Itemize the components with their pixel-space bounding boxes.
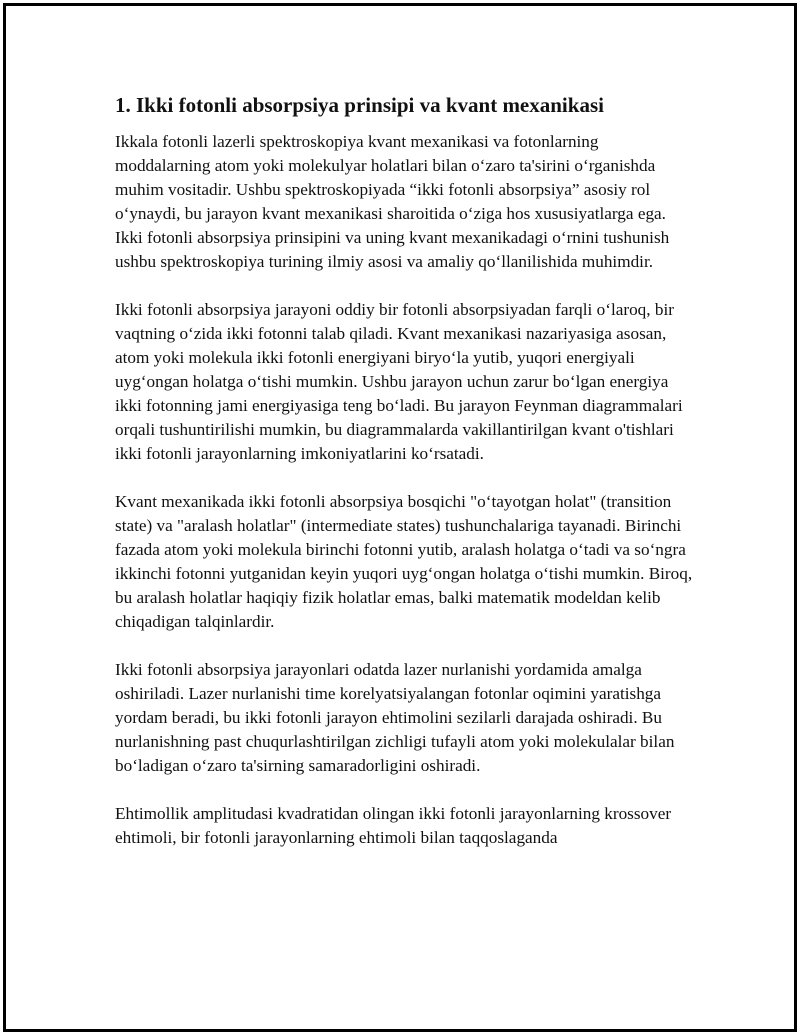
paragraph-3: Kvant mexanikada ikki fotonli absorpsiya bosqichi "o‘tayotgan holat" (transition state) va "aralash holatlar" (intermediate states) tushunchalariga tayanadi. Birinchi fazada atom yoki molekula birinchi fotonni yutib, aralash holatga o‘tadi va so‘ngra ikkinchi fotonni yutganidan keyin yuqori uyg‘ongan holatga o‘tishi mumkin. Biroq, bu aralash holatlar haqiqiy fizik holatlar emas, balki matematik modeldan kelib chiqadigan talqinlardir. — [115, 492, 693, 631]
paragraph-1: Ikkala fotonli lazerli spektroskopiya kvant mexanikasi va fotonlarning moddalarning atom yoki molekulyar holatlari bilan o‘zaro ta'sirini o‘rganishda muhim vositadir. Ushbu spektroskopiyada “ikki fotonli absorpsiya” asosiy rol o‘ynaydi, bu jarayon kvant mexanikasi sharoitida o‘ziga hos xususiyatlarga ega. Ikki fotonli absorpsiya prinsipini va uning kvant mexanikadagi o‘rnini tushunish ushbu spektroskopiya turining ilmiy asosi va amaliy qo‘llanilishida muhimdir. — [115, 132, 670, 271]
paragraph-4: Ikki fotonli absorpsiya jarayonlari odatda lazer nurlanishi yordamida amalga oshiriladi. Lazer nurlanishi time korelyatsiyalangan fotonlar oqimini yaratishga yordam beradi, bu ikki fotonli jarayon ehtimolini sezilarli darajada oshiradi. Bu nurlanishning past chuqurlashtirilgan zichligi tufayli atom yoki molekulalar bilan bo‘ladigan o‘zaro ta'sirning samaradorligini oshiradi. — [115, 660, 675, 775]
paragraph-5: Ehtimollik amplitudasi kvadratidan olingan ikki fotonli jarayonlarning krossover ehtimoli, bir fotonli jarayonlarning ehtimoli bilan taqqoslaganda — [115, 804, 672, 847]
paragraph-2: Ikki fotonli absorpsiya jarayoni oddiy bir fotonli absorpsiyadan farqli o‘laroq, bir vaqtning o‘zida ikki fotonni talab qiladi. Kvant mexanikasi nazariyasiga asosan, atom yoki molekula ikki fotonli energiyani biryo‘la yutib, yuqori energiyali uyg‘ongan holatga o‘tishi mumkin. Ushbu jarayon uchun zarur bo‘lgan energiya ikki fotonning jami energiyasiga teng bo‘ladi. Bu jarayon Feynman diagrammalari orqali tushuntirilishi mumkin, bu diagrammalarda vakillantirilgan kvant o'tishlari ikki fotonli jarayonlarning imkoniyatlarini ko‘rsatadi. — [115, 300, 683, 463]
section-heading: 1. Ikki fotonli absorpsiya prinsipi va kvant mexanikasi — [115, 93, 604, 117]
document-body — [115, 91, 695, 874]
